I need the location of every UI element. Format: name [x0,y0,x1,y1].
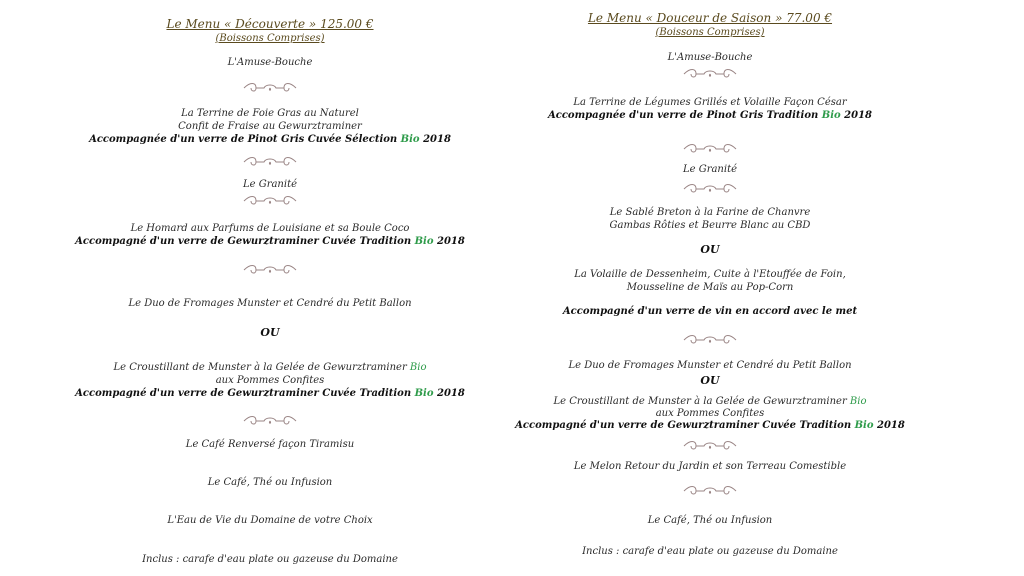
course-duo-fromages: Le Duo de Fromages Munster et Cendré du Petit Ballon [568,360,852,371]
course-amuse-bouche: L'Amuse-Bouche [667,52,753,63]
course-duo-fromages: Le Duo de Fromages Munster et Cendré du Petit Ballon [128,298,412,309]
course-croustillant-garnish: aux Pommes Confites [655,408,765,419]
course-amuse-bouche: L'Amuse-Bouche [227,57,313,68]
wine-pairing: Accompagnée d'un verre de Pinot Gris Cuvée Sélection Bio 2018 [89,134,451,145]
bio-label: Bio [409,362,427,373]
course-granite: Le Granité [242,179,298,190]
bio-label: Bio [400,134,420,145]
swirl-ornament-icon [682,440,738,452]
course-terrine: La Terrine de Légumes Grillés et Volaille Façon César [573,97,847,108]
course-melon: Le Melon Retour du Jardin et son Terreau Comestible [573,461,847,472]
course-croustillant-garnish: aux Pommes Confites [215,375,325,386]
course-cafe: Le Café, Thé ou Infusion [647,515,773,526]
menu-title: Le Menu « Découverte » 125.00 € [166,17,374,31]
or-separator: OU [260,326,280,339]
swirl-ornament-icon [682,485,738,497]
course-volaille-garnish: Mousseline de Maïs au Pop-Corn [626,282,794,293]
swirl-ornament-icon [682,183,738,195]
bio-label: Bio [414,388,434,399]
menu-decouverte [60,0,480,576]
swirl-ornament-icon [242,156,298,168]
wine-pairing: Accompagné d'un verre de vin en accord avec le met [562,306,858,317]
wine-pairing: Accompagné d'un verre de Gewurztraminer Cuvée Tradition Bio 2018 [75,236,465,247]
wine-pairing: Accompagné d'un verre de Gewurztraminer Cuvée Tradition Bio 2018 [75,388,465,399]
swirl-ornament-icon [682,143,738,155]
swirl-ornament-icon [242,195,298,207]
course-terrine-title: La Terrine de Foie Gras au Naturel [181,108,359,119]
inclus-note: Inclus : carafe d'eau plate ou gazeuse du Domaine [142,554,398,565]
bio-label: Bio [854,420,874,431]
swirl-ornament-icon [242,264,298,276]
course-sable-garnish: Gambas Rôties et Beurre Blanc au CBD [609,220,811,231]
course-sable-breton: Le Sablé Breton à la Farine de Chanvre [609,207,811,218]
course-eau-de-vie: L'Eau de Vie du Domaine de votre Choix [167,515,373,526]
course-terrine-garnish: Confit de Fraise au Gewurztraminer [178,121,362,132]
bio-label: Bio [821,110,841,121]
wine-pairing: Accompagnée d'un verre de Pinot Gris Tradition Bio 2018 [547,110,872,121]
course-croustillant: Le Croustillant de Munster à la Gelée de Gewurztraminer Bio [113,362,427,373]
course-cafe-renverse: Le Café Renversé façon Tiramisu [185,439,355,450]
swirl-ornament-icon [682,68,738,80]
swirl-ornament-icon [682,334,738,346]
course-volaille: La Volaille de Dessenheim, Cuite à l'Etouffée de Foin, [574,269,846,280]
course-homard: Le Homard aux Parfums de Louisiane et sa Boule Coco [130,223,410,234]
bio-label: Bio [414,236,434,247]
menu-subtitle: (Boissons Comprises) [655,27,765,38]
or-separator: OU [700,243,720,256]
course-croustillant: Le Croustillant de Munster à la Gelée de Gewurztraminer Bio [553,396,867,407]
menu-title: Le Menu « Douceur de Saison » 77.00 € [587,11,833,25]
menu-douceur-de-saison [500,0,920,576]
inclus-note: Inclus : carafe d'eau plate ou gazeuse du Domaine [582,546,838,557]
swirl-ornament-icon [242,82,298,94]
swirl-ornament-icon [242,415,298,427]
course-granite: Le Granité [682,164,738,175]
course-cafe: Le Café, Thé ou Infusion [207,477,333,488]
bio-label: Bio [849,396,867,407]
or-separator: OU [700,374,720,387]
menu-subtitle: (Boissons Comprises) [215,33,325,44]
wine-pairing: Accompagné d'un verre de Gewurztraminer Cuvée Tradition Bio 2018 [515,420,905,431]
